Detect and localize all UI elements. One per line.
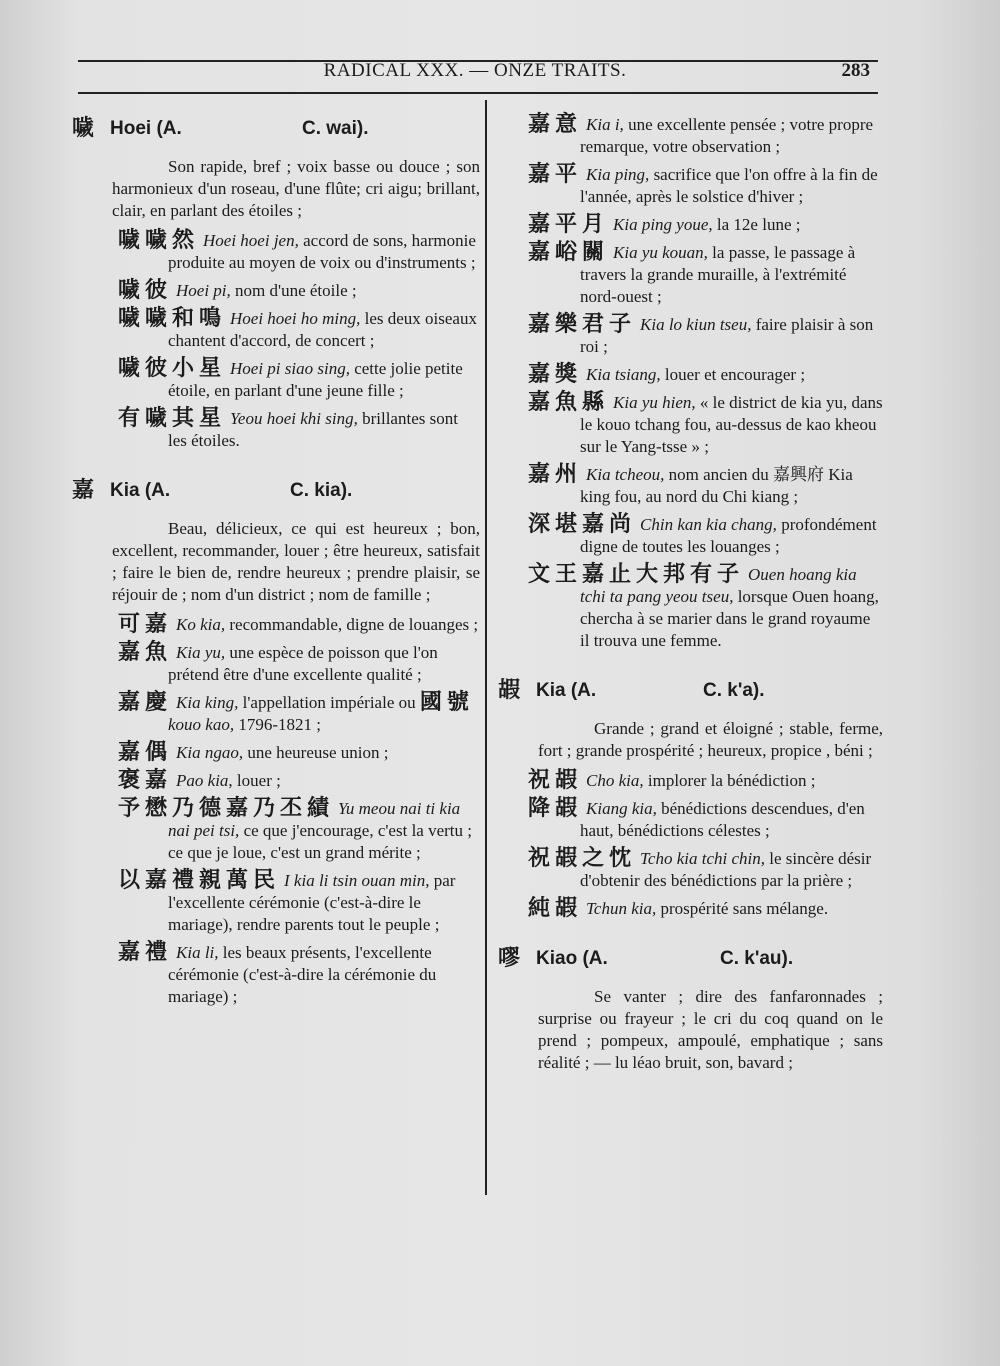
sub-entry: [498, 392, 883, 458]
sub-roman: Kia ping,: [586, 165, 650, 184]
sub-roman: Kia i,: [586, 115, 624, 134]
sub-roman: Kia ngao,: [176, 743, 244, 762]
entry-cantonese: C. wai).: [302, 118, 369, 139]
sub-entry: [72, 692, 480, 736]
sub-text: les deux oiseaux chantent d'accord, de concert ;: [168, 309, 477, 350]
sub-roman: I kia li tsin ouan min,: [284, 871, 430, 890]
sub-text: l'appellation impériale ou: [238, 693, 416, 712]
entry-head-kia-2: [498, 678, 883, 708]
sub-entry: [72, 280, 480, 302]
sub-roman: Hoei hoei jen,: [203, 231, 299, 250]
running-head: [80, 60, 870, 86]
sub-text: une heureuse union ;: [243, 743, 389, 762]
sub-roman: Cho kia,: [586, 771, 644, 790]
sub-chars: 嘉慶: [118, 690, 173, 715]
sub-roman: Hoei pi,: [176, 281, 231, 300]
sub-entry: [72, 870, 480, 936]
sub-entry: [72, 642, 480, 686]
sub-chars: 噦噦和鳴: [118, 306, 227, 331]
sub-chars: 予懋乃德嘉乃丕績: [118, 796, 335, 821]
sub-chars: 嘉偶: [118, 740, 173, 765]
sub-entry: [72, 230, 480, 274]
sub-entry: [498, 214, 883, 236]
sub-entry: [498, 798, 883, 842]
sub-entry: [498, 314, 883, 358]
sub-chars: 嘉禮: [118, 940, 173, 965]
sub-text: prospérité sans mélange.: [656, 899, 829, 918]
spacer: [498, 926, 883, 946]
entry-char: 嘉: [72, 478, 95, 503]
sub-text: le sincère désir d'obtenir des bénédictions par la prière ;: [580, 849, 872, 890]
sub-chars: 嘉平: [528, 162, 583, 187]
header-rule-bottom: [78, 92, 878, 94]
entry-description: Son rapide, bref ; voix basse ou douce ; son harmonieux d'un roseau, d'une flûte; cri aigu; brillant, clair, en parlant des étoiles ;: [112, 157, 480, 220]
sub-chars: 國號: [419, 690, 474, 715]
sub-chars: 噦彼: [118, 278, 173, 303]
entry-cantonese: C. kia).: [290, 480, 353, 501]
sub-entry: [498, 564, 883, 652]
entry-roman: Hoei (A.: [110, 118, 182, 139]
sub-text: par l'excellente cérémonie (c'est-à-dire le mariage), rendre parents tout le peuple ;: [168, 871, 456, 934]
sub-chars: 有噦其星: [118, 406, 227, 431]
sub-chars: 嘉峪關: [528, 240, 610, 265]
entry-roman: Kia (A.: [110, 480, 171, 501]
entry-description: Grande ; grand et éloigné ; stable, ferme, fort ; grande prospérité ; heureux, propice , béni ;: [538, 719, 883, 760]
sub-text: brillantes sont les étoiles.: [168, 409, 458, 450]
entry-roman: Kiao (A.: [536, 948, 608, 969]
sub-text: nom d'une étoile ;: [230, 281, 357, 300]
entry-description: Se vanter ; dire des fanfaronnades ; surprise ou frayeur ; le cri du coq quand on le prend ; pompeux, ampoulé, emphatique ; sans réalité ; — lu léao bruit, son, bavard ;: [538, 987, 883, 1072]
sub-text: nom ancien du 嘉興府 Kia king fou, au nord du Chi kiang ;: [580, 465, 853, 506]
sub-text: accord de sons, harmonie produite au moyen de voix ou d'instruments ;: [168, 231, 476, 272]
spacer: [498, 658, 883, 678]
sub-chars: 噦彼小星: [118, 356, 227, 381]
sub-roman: Ko kia,: [176, 615, 226, 634]
sub-text: la passe, le passage à travers la grande muraille, à l'extrémité nord-ouest ;: [580, 243, 856, 306]
right-column: [498, 114, 883, 1082]
sub-entry: [72, 798, 480, 864]
sub-entry: [498, 898, 883, 920]
sub-roman: Hoei pi siao sing,: [230, 359, 350, 378]
sub-roman: Kia yu,: [176, 643, 226, 662]
sub-text: louer et encourager ;: [660, 365, 806, 384]
sub-roman: Hoei hoei ho ming,: [230, 309, 361, 328]
sub-entry: [498, 848, 883, 892]
left-column: [72, 116, 480, 1014]
sub-text: cette jolie petite étoile, en parlant d'une jeune fille ;: [168, 359, 463, 400]
sub-roman: Tcho kia tchi chin,: [640, 849, 765, 868]
sub-entry: [72, 408, 480, 452]
sub-text: recommandable, digne de louanges ;: [225, 615, 479, 634]
sub-text: louer ;: [232, 771, 281, 790]
sub-entry: [498, 770, 883, 792]
sub-chars: 降嘏: [528, 796, 583, 821]
sub-chars: 嘉意: [528, 112, 583, 137]
sub-entry: [498, 164, 883, 208]
sub-entry: [72, 742, 480, 764]
sub-chars: 可嘉: [118, 612, 173, 637]
sub-chars: 嘉獎: [528, 362, 583, 387]
sub-chars: 深堪嘉尚: [528, 512, 637, 537]
sub-entry: [72, 942, 480, 1008]
sub-text: sacrifice que l'on offre à la fin de l'année, après le solstice d'hiver ;: [580, 165, 878, 206]
sub-entry: [72, 614, 480, 636]
sub-roman: kouo kao,: [168, 715, 235, 734]
sub-roman: Kia yu hien,: [613, 393, 696, 412]
sub-text: « le district de kia yu, dans le kouo tchang fou, au-dessus de kao kheou sur le Yang-tsse » ;: [580, 393, 883, 456]
sub-roman: Kia tsiang,: [586, 365, 661, 384]
entry-char: 嘏: [498, 678, 521, 703]
sub-chars: 嘉魚: [118, 640, 173, 665]
sub-text: une espèce de poisson que l'on prétend être d'une excellente qualité ;: [168, 643, 438, 684]
sub-chars: 嘉樂君子: [528, 312, 637, 337]
sub-entry: [498, 242, 883, 308]
sub-text: les beaux présents, l'excellente cérémonie (c'est-à-dire la cérémonie du mariage) ;: [168, 943, 437, 1006]
entry-head-kiao: [498, 946, 883, 976]
sub-chars: 文王嘉止大邦有子: [528, 562, 745, 587]
sub-entry: [72, 770, 480, 792]
sub-entry: [498, 364, 883, 386]
sub-roman: Kia ping youe,: [613, 215, 713, 234]
entry-char: 噦: [72, 116, 95, 141]
sub-roman: Kia king,: [176, 693, 239, 712]
sub-chars: 嘉州: [528, 462, 583, 487]
entry-roman: Kia (A.: [536, 680, 597, 701]
sub-roman: Tchun kia,: [586, 899, 657, 918]
sub-text: implorer la bénédiction ;: [643, 771, 816, 790]
sub-entry: [498, 464, 883, 508]
sub-text: profondément digne de toutes les louanges ;: [580, 515, 877, 556]
entry-cantonese: C. k'a).: [703, 680, 765, 701]
entry-head-hoei: [72, 116, 480, 146]
sub-chars: 嘉魚縣: [528, 390, 610, 415]
sub-chars: 祝嘏之忱: [528, 846, 637, 871]
sub-roman: Kia lo kiun tseu,: [640, 315, 752, 334]
sub-chars: 褒嘉: [118, 768, 173, 793]
sub-text: une excellente pensée ; votre propre remarque, votre observation ;: [580, 115, 874, 156]
sub-text: la 12e lune ;: [712, 215, 801, 234]
sub-roman: Kia yu kouan,: [613, 243, 708, 262]
sub-text: 1796-1821 ;: [234, 715, 321, 734]
entry-head-kia: [72, 478, 480, 508]
sub-roman: Ouen hoang kia tchi ta pang yeou tseu,: [580, 565, 857, 606]
entry-cantonese: C. k'au).: [720, 948, 794, 969]
sub-roman: Yu meou nai ti kia nai pei tsi,: [168, 799, 461, 840]
sub-roman: Yeou hoei khi sing,: [230, 409, 358, 428]
sub-chars: 純嘏: [528, 896, 583, 921]
sub-chars: 嘉平月: [528, 212, 610, 237]
sub-text: bénédictions descendues, d'en haut, bénédictions célestes ;: [580, 799, 865, 840]
column-divider: [485, 100, 487, 1195]
running-title: RADICAL XXX. — ONZE TRAITS.: [323, 60, 627, 81]
sub-chars: 以嘉禮親萬民: [118, 868, 281, 893]
sub-roman: Chin kan kia chang,: [640, 515, 777, 534]
entry-description: Beau, délicieux, ce qui est heureux ; bon, excellent, recommander, louer ; être heureux, satisfait ; faire le bien de, rendre heureux ; prendre plaisir, se réjouir de ; nom d'un district ; nom de famille ;: [112, 519, 480, 604]
sub-roman: Kia li,: [176, 943, 219, 962]
sub-entry: [72, 308, 480, 352]
sub-entry: [498, 514, 883, 558]
sub-roman: Pao kia,: [176, 771, 233, 790]
sub-chars: 噦噦然: [118, 228, 200, 253]
sub-chars: 祝嘏: [528, 768, 583, 793]
sub-text: lorsque Ouen hoang, chercha à se marier dans le grand royaume il trouva une femme.: [580, 587, 879, 650]
spacer: [72, 458, 480, 478]
sub-roman: Kia tcheou,: [586, 465, 665, 484]
page-number: 283: [841, 60, 870, 81]
entry-char: 嘐: [498, 946, 521, 971]
sub-roman: Kiang kia,: [586, 799, 657, 818]
sub-text: faire plaisir à son roi ;: [580, 315, 874, 356]
sub-entry: [72, 358, 480, 402]
sub-text: ce que j'encourage, c'est la vertu ; ce que je loue, c'est un grand mérite ;: [168, 821, 472, 862]
sub-entry: [498, 114, 883, 158]
